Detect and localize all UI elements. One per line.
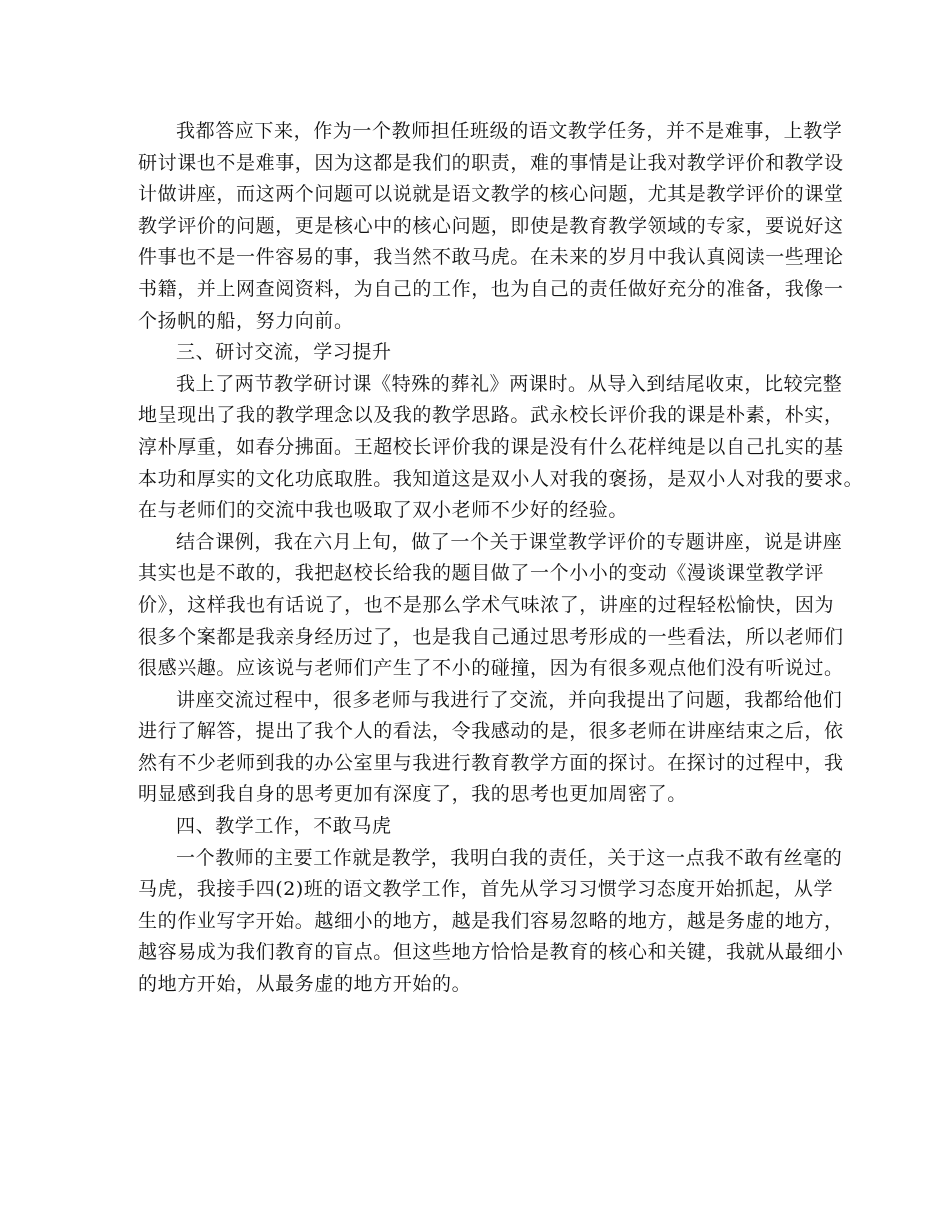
text-line: 本功和厚实的文化功底取胜。我知道这是双小人对我的褒扬，是双小人对我的要求。: [138, 467, 864, 490]
text-line: 研讨课也不是难事，因为这都是我们的职责，难的事情是让我对教学评价和教学设: [138, 151, 844, 174]
text-line: 我都答应下来，作为一个教师担任班级的语文教学任务，并不是难事，上教学: [176, 120, 843, 142]
text-line: 越容易成为我们教育的盲点。但这些地方恰恰是教育的核心和关键，我就从最细小: [138, 941, 844, 964]
text-line: 其实也是不敢的，我把赵校长给我的题目做了一个小小的变动《漫谈课堂教学评: [138, 562, 825, 585]
text-line: 然有不少老师到我的办公室里与我进行教育教学方面的探讨。在探讨的过程中，我: [138, 751, 844, 774]
text-line: 马虎，我接手四(2)班的语文教学工作，首先从学习习惯学习态度开始抓起，从学: [138, 878, 834, 901]
text-line: 淳朴厚重，如春分拂面。王超校长评价我的课是没有什么花样纯是以自己扎实的基: [138, 435, 844, 458]
text-line: 三、研讨交流，学习提升: [176, 341, 392, 364]
text-line: 在与老师们的交流中我也吸取了双小老师不少好的经验。: [138, 499, 629, 522]
text-line: 地呈现出了我的教学理念以及我的教学思路。武永校长评价我的课是朴素，朴实，: [138, 404, 844, 427]
text-line: 一个教师的主要工作就是教学，我明白我的责任，关于这一点我不敢有丝毫的: [176, 846, 843, 869]
text-line: 件事也不是一件容易的事，我当然不敢马虎。在未来的岁月中我认真阅读一些理论: [138, 246, 844, 269]
text-line: 个扬帆的船，努力向前。: [138, 309, 354, 332]
text-line: 四、教学工作，不敢马虎: [176, 815, 392, 838]
text-line: 的地方开始，从最务虚的地方开始的。: [138, 973, 472, 996]
text-line: 我上了两节教学研讨课《特殊的葬礼》两课时。从导入到结尾收束，比较完整: [176, 372, 843, 395]
text-line: 书籍，并上网查阅资料，为自己的工作，也为自己的责任做好充分的准备，我像一: [138, 277, 844, 300]
text-line: 明显感到我自身的思考更加有深度了，我的思考也更加周密了。: [138, 783, 687, 806]
text-line: 进行了解答，提出了我个人的看法，令我感动的是，很多老师在讲座结束之后，依: [138, 720, 844, 743]
text-line: 很感兴趣。应该说与老师们产生了不小的碰撞，因为有很多观点他们没有听说过。: [138, 657, 844, 680]
text-line: 很多个案都是我亲身经历过了，也是我自己通过思考形成的一些看法，所以老师们: [138, 625, 844, 648]
text-line: 计做讲座，而这两个问题可以说就是语文教学的核心问题，尤其是教学评价的课堂: [138, 183, 844, 206]
text-line: 价》，这样我也有话说了，也不是那么学术气味浓了，讲座的过程轻松愉快，因为: [138, 593, 835, 616]
text-line: 结合课例，我在六月上旬，做了一个关于课堂教学评价的专题讲座，说是讲座: [176, 530, 843, 553]
document-page: [138, 116, 864, 1001]
text-line: 生的作业写字开始。越细小的地方，越是我们容易忽略的地方，越是务虚的地方，: [138, 909, 844, 932]
text-line: 教学评价的问题，更是核心中的核心问题，即使是教育教学领域的专家，要说好这: [138, 214, 844, 237]
text-line: 讲座交流过程中，很多老师与我进行了交流，并向我提出了问题，我都给他们: [176, 688, 843, 711]
